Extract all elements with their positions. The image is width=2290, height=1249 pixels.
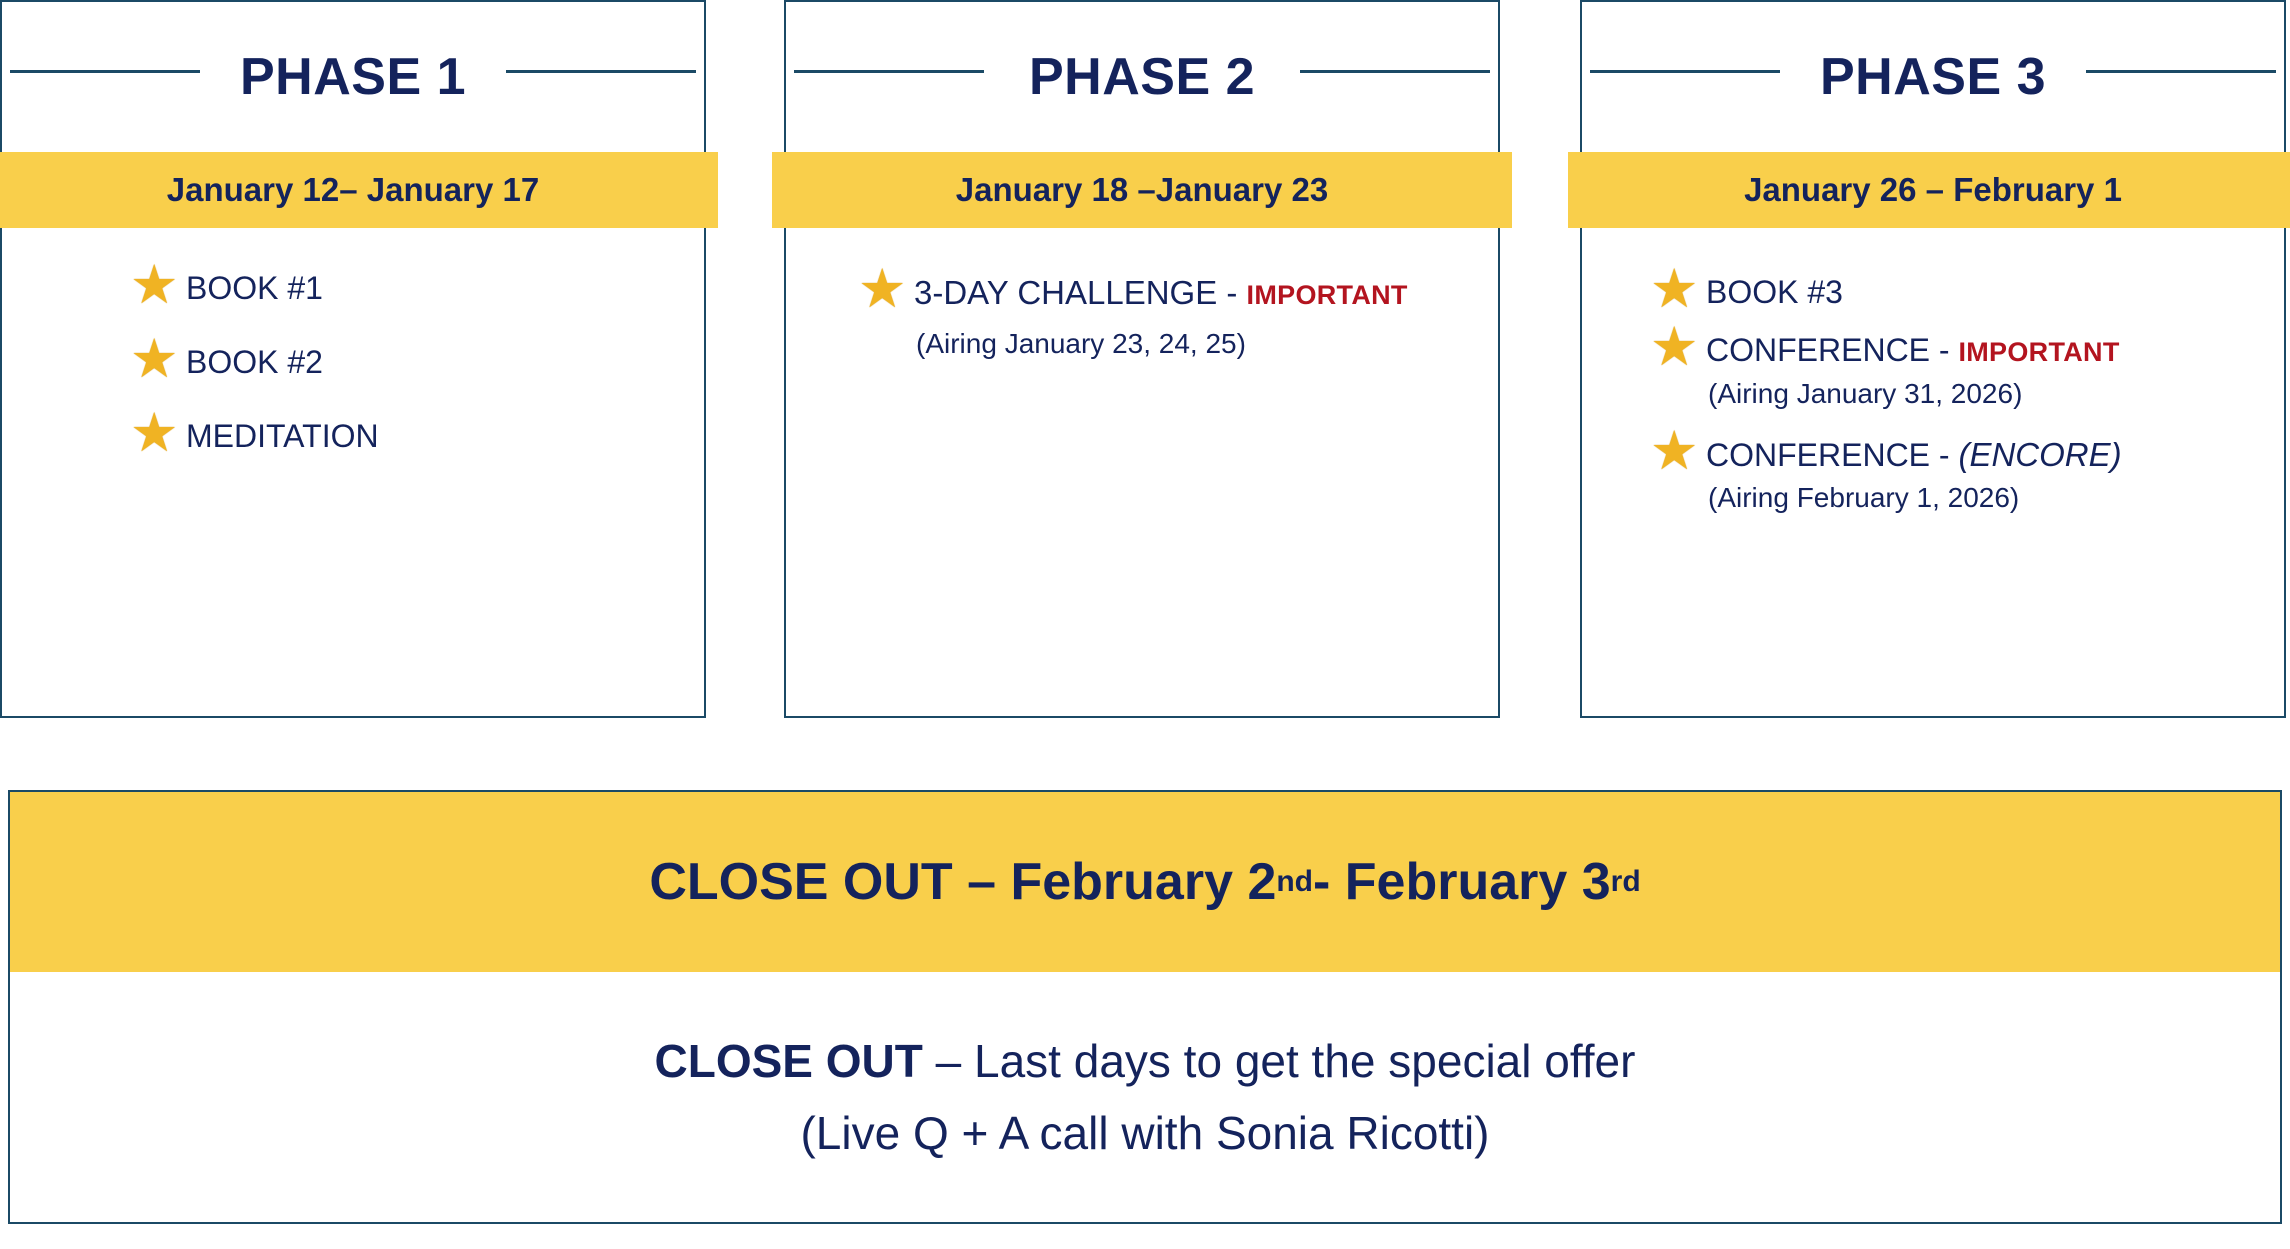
list-item-label (1706, 324, 2120, 370)
list-item-note: (Airing January 23, 24, 25) (916, 328, 1246, 359)
phase-title-1: PHASE 1 (218, 47, 488, 107)
closeout-card (8, 790, 2282, 1224)
list-item-text: CONFERENCE - (1706, 332, 1959, 368)
phase-title-2: PHASE 2 (1007, 47, 1277, 107)
star-icon: ★ (1650, 317, 1699, 377)
important-badge: IMPORTANT (1246, 280, 1408, 310)
list-item (1650, 259, 2284, 319)
closeout-band-sup1: nd (1276, 865, 1314, 898)
closeout-band-middle: - February 3 (1313, 853, 1611, 911)
list-item (858, 259, 1498, 319)
closeout-band (10, 792, 2280, 972)
phase-date-band-2: January 18 –January 23 (772, 152, 1512, 228)
star-icon: ★ (130, 255, 179, 315)
phase-card-1 (0, 0, 706, 718)
list-item (130, 403, 704, 463)
list-item-text: CONFERENCE - (1706, 437, 1959, 473)
list-item (130, 329, 704, 389)
closeout-line-1-bold: CLOSE OUT (654, 1035, 923, 1087)
list-item-note: (Airing February 1, 2026) (1708, 482, 2020, 513)
closeout-line-1 (655, 1034, 1636, 1088)
list-item-note: (Airing January 31, 2026) (1708, 378, 2023, 409)
list-item-label (1706, 428, 2122, 475)
star-icon: ★ (130, 329, 179, 389)
list-item (1650, 317, 2284, 377)
phase-title-wrap-3 (1582, 2, 2284, 152)
closeout-line-2: (Live Q + A call with Sonia Ricotti) (800, 1107, 1490, 1159)
list-item-label: BOOK #2 (186, 344, 323, 380)
star-icon: ★ (130, 403, 179, 463)
closeout-band-sup2: rd (1610, 865, 1641, 898)
closeout-band-prefix: CLOSE OUT – February 2 (649, 853, 1277, 911)
phase-card-3 (1580, 0, 2286, 718)
closeout-body (10, 972, 2280, 1222)
phase-title-3: PHASE 3 (1798, 47, 2068, 107)
phase-items-2 (786, 228, 1498, 360)
list-item-text: 3-DAY CHALLENGE - (914, 274, 1247, 311)
star-icon: ★ (1650, 421, 1699, 481)
star-icon: ★ (858, 259, 907, 319)
phase-items-3 (1582, 228, 2284, 514)
phase-card-2 (784, 0, 1500, 718)
phase-date-band-3: January 26 – February 1 (1568, 152, 2290, 228)
phase-date-band-1: January 12– January 17 (0, 152, 718, 228)
list-item (130, 255, 704, 315)
phase-items-1 (2, 228, 704, 462)
list-item-label: BOOK #3 (1706, 274, 1843, 310)
closeout-line-1-rest: – Last days to get the special offer (922, 1035, 1636, 1087)
list-item-label: BOOK #1 (186, 270, 323, 306)
list-item (1650, 421, 2284, 481)
encore-label: (ENCORE) (1958, 436, 2122, 473)
phase-title-wrap-1 (2, 2, 704, 152)
list-item-label (914, 266, 1408, 313)
star-icon: ★ (1650, 259, 1699, 319)
list-item-label: MEDITATION (186, 418, 379, 454)
phase-title-wrap-2 (786, 2, 1498, 152)
important-badge: IMPORTANT (1958, 337, 2120, 367)
